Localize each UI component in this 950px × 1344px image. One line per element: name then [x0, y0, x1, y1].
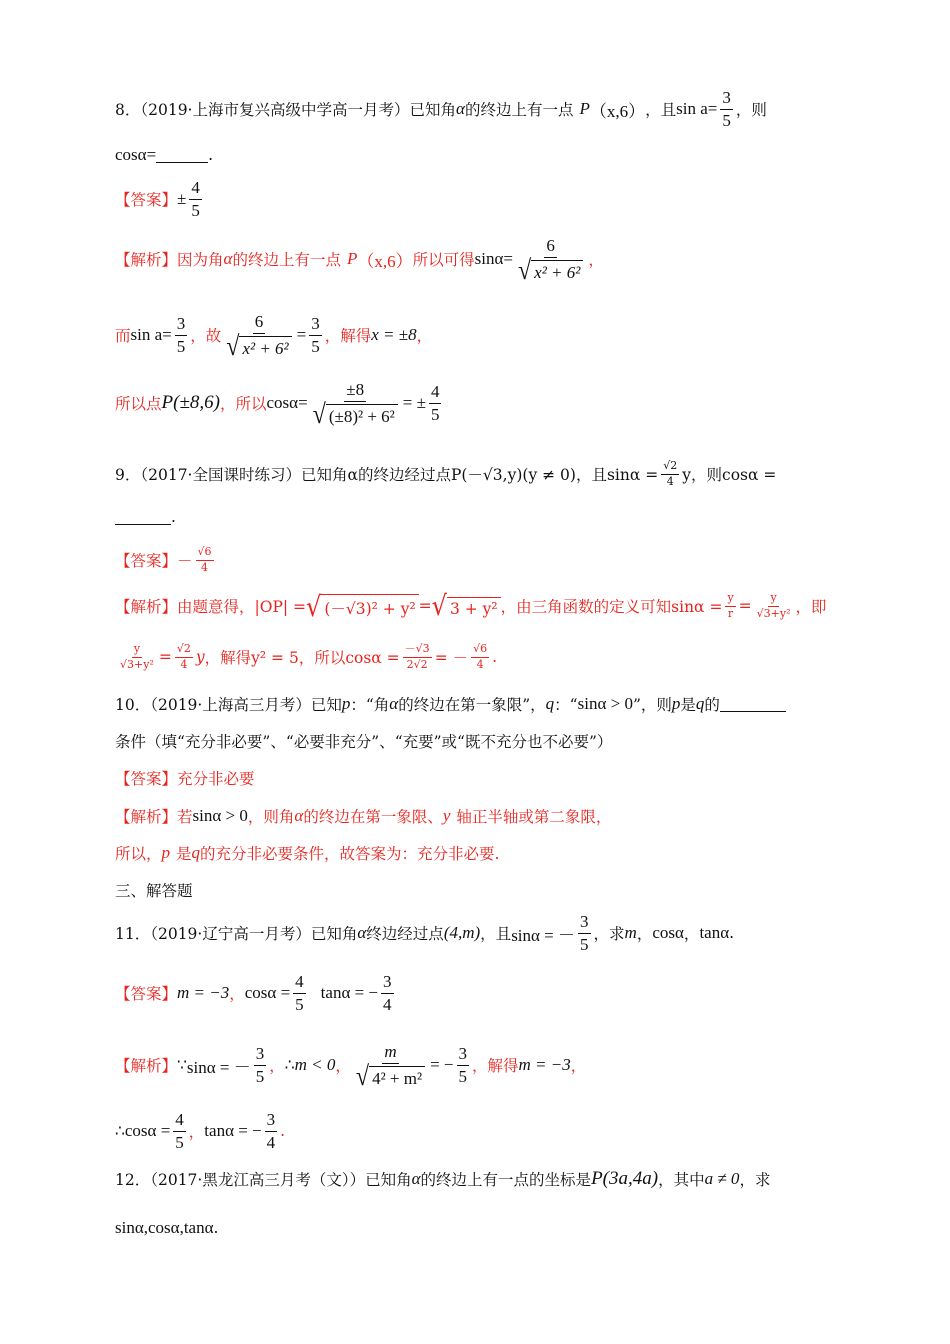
q9-stem: 9．（2017·全国课时练习）已知角α的终边经过点P(－√3,y)(y ≠ 0)，且sinα = $\frac{√2}{4}$ y，则cosα =	[115, 459, 777, 488]
q11-stem: 11．（2019·辽宁高一月考）已知角 α 终边经过点 (4,m) ，且 sinα = － 3 5 ，求 m ， cosα ， tanα .	[115, 912, 735, 954]
q11-analysis-1: 【解析】 ∵ sinα = － 3 5 ， ∴ m < 0 ， m √ 4² + m² = − $\frac{3}{5}$ ，解得 m = −3 ，	[115, 1042, 587, 1092]
answer-blank	[115, 510, 171, 525]
q8-analysis-1: 【解析】 因为角 α 的终边上有一点 P （x,6） 所以可得 sinα = 6 √ x² + 6² ，	[115, 236, 604, 286]
q10-stem: 10．（2019·上海高三月考）已知 p ：“角 α 的终边在第一象限”， q ：“ sinα > 0 ”，则 p 是 q 的	[115, 693, 910, 715]
q10-stem-line2: 条件（填“充分非必要”、“必要非充分”、“充要”或“既不充分也不必要”）	[115, 733, 613, 751]
analysis-tag: 【解析】	[115, 251, 178, 270]
q12-stem: 12．（2017·黑龙江高三月考（文））已知角 α 的终边上有一点的坐标是 P(3a,4a) ，其中 a ≠ 0 ，求	[115, 1168, 771, 1189]
section-title: 三、解答题	[115, 882, 193, 900]
q9-analysis-1: 【解析】 由题意得，|OP| = √ (－√3)² + y² = √ 3 + y² ，由三角函数的定义可知sinα = $\frac{y}{r}$ = $\frac{y}{\text{√3+y²}}$ ，即	[115, 590, 827, 623]
q8-stem: 8．（2019·上海市复兴高级中学高一月考）已知角 α 的终边上有一点 P （x,6） ，且 sin a = $\frac{3}{5}$ ，则	[115, 88, 767, 130]
answer-blank	[720, 697, 786, 712]
q8-analysis-3: 所以点 P(±8,6) ，所以 cosα = ±8 √ (±8)² + 6² = ± $\frac{4}{5}$	[115, 380, 440, 430]
q9-answer: 【答案】 － √6 4	[115, 545, 212, 574]
q12-stem-line2: sinα,cosα,tanα .	[115, 1218, 219, 1237]
q10-answer: 【答案】 充分非必要	[115, 770, 255, 788]
q11-analysis-2: ∴ cosα = $\frac{4}{5}$ ， tanα = − $\frac{3}{4}$ .	[115, 1110, 286, 1152]
q8-analysis-2: 而 sin a = $\frac{3}{5}$ ，故 6 √ x² + 6² = $\frac{3}{5}$ ，解得 x = ±8 ，	[115, 312, 433, 362]
answer-blank	[156, 148, 208, 163]
alpha-symbol: α	[456, 99, 465, 119]
q10-analysis-2: 所以， p 是 q 的充分非必要条件，故答案为：充分非必要.	[115, 843, 500, 863]
q9-analysis-2: $\frac{y}{\text{√3+y²}}$ = $\frac{√2}{4}$ y ，解得y² = 5，所以cosα = $\frac{-√3}{2√2}$ = － √6 4 .	[120, 642, 498, 671]
q8-stem-line2: cosα= .	[115, 145, 214, 164]
q8-answer: 【答案】 ± $\frac{4}{5}$	[115, 178, 200, 220]
fraction-3-5: $\frac{3}{5}$	[722, 88, 731, 130]
q11-answer: 【答案】 m = −3 ， cosα = $\frac{4}{5}$ tanα = − $\frac{3}{4}$	[115, 972, 392, 1014]
q10-analysis-1: 【解析】 若 sinα > 0 ，则角 α 的终边在第一象限、 y 轴正半轴或第二象限，	[115, 806, 612, 826]
q9-stem-line2: .	[115, 508, 910, 526]
answer-tag: 【答案】	[115, 191, 178, 210]
